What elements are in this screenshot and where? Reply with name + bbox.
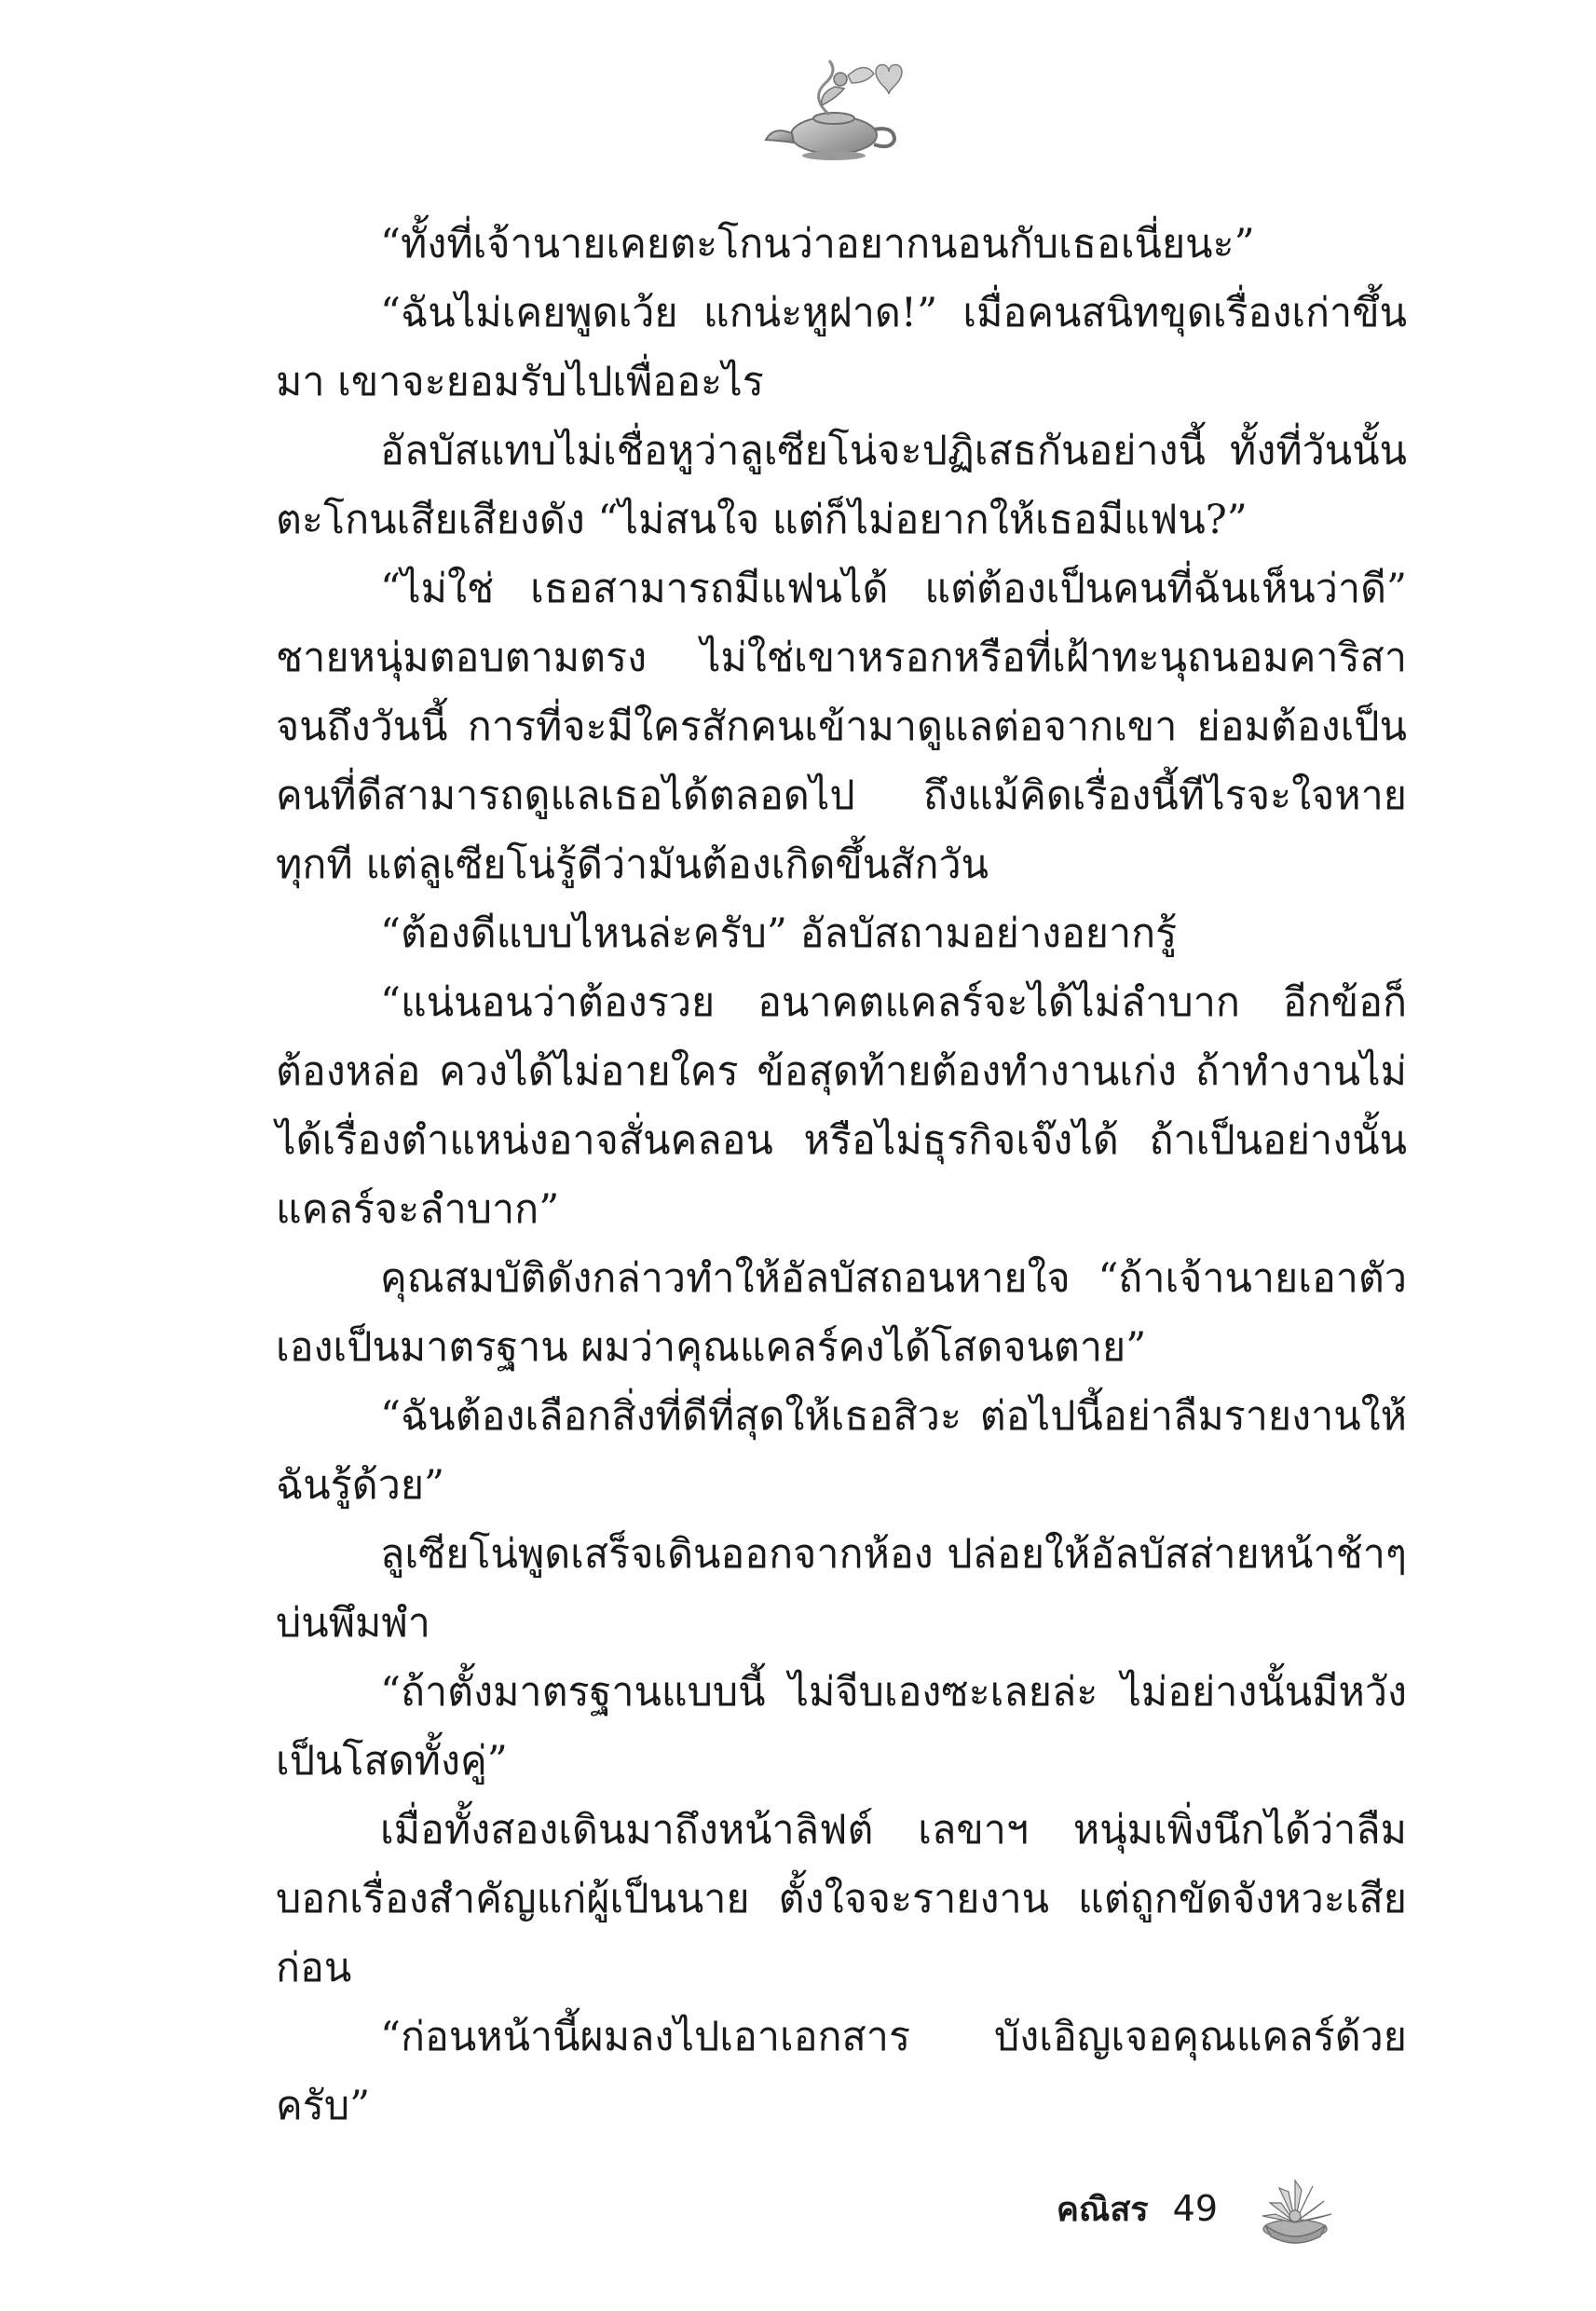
- paragraph: คุณสมบัติดังกล่าวทำให้อัลบัสถอนหายใจ “ถ้าเจ้านายเอาตัวเองเป็นมาตรฐาน ผมว่าคุณแคลร์คงได้โสดจนตาย”: [276, 1255, 1407, 1371]
- paragraph: เมื่อทั้งสองเดินมาถึงหน้าลิฟต์ เลขาฯ หนุ่มเพิ่งนึกได้ว่าลืมบอกเรื่องสำคัญแก่ผู้เป็นนาย ตั้งใจจะรายงาน แต่ถูกขัดจังหวะเสียก่อน: [276, 1807, 1407, 1991]
- paragraph: “ต้องดีแบบไหนล่ะครับ” อัลบัสถามอย่างอยากรู้: [380, 910, 1178, 957]
- paragraph: “ก่อนหน้านี้ผมลงไปเอาเอกสาร บังเอิญเจอคุณแคลร์ด้วยครับ”: [276, 2014, 1407, 2129]
- teapot-cupid-ornament-icon: [755, 51, 913, 163]
- paragraph: “ไม่ใช่ เธอสามารถมีแฟนได้ แต่ต้องเป็นคนที่ฉันเห็นว่าดี” ชายหนุ่มตอบตามตรง ไม่ใช่เขาหรอกหรือที่เฝ้าทะนุถนอมคาริสาจนถึงวันนี้ การที่จะมีใครสักคนเข้ามาดูแลต่อจากเขา ย่อมต้องเป็นคนที่ดีสามารถดูแลเธอได้ตลอดไป ถึงแม้คิดเรื่องนี้ทีไรจะใจหายทุกที แต่ลูเซียโน่รู้ดีว่ามันต้องเกิดขึ้นสักวัน: [276, 566, 1407, 888]
- footer-author-title: คณิสร: [1056, 2190, 1149, 2229]
- paragraph: “ทั้งที่เจ้านายเคยตะโกนว่าอยากนอนกับเธอเนี่ยนะ”: [380, 221, 1255, 267]
- body-text: [276, 210, 1407, 2140]
- paragraph: ลูเซียโน่พูดเสร็จเดินออกจากห้อง ปล่อยให้อัลบัสส่ายหน้าช้าๆ บ่นพึมพำ: [276, 1531, 1407, 1647]
- paragraph: อัลบัสแทบไม่เชื่อหูว่าลูเซียโน่จะปฏิเสธกันอย่างนี้ ทั้งที่วันนั้นตะโกนเสียเสียงดัง “ไม่สนใจ แต่ก็ไม่อยากให้เธอมีแฟน?”: [276, 428, 1407, 543]
- flower-basket-ornament-icon: [1251, 2171, 1340, 2246]
- paragraph: “ฉันต้องเลือกสิ่งที่ดีที่สุดให้เธอสิวะ ต่อไปนี้อย่าลืมรายงานให้ฉันรู้ด้วย”: [276, 1393, 1407, 1509]
- paragraph: “แน่นอนว่าต้องรวย อนาคตแคลร์จะได้ไม่ลำบาก อีกข้อก็ต้องหล่อ ควงได้ไม่อายใคร ข้อสุดท้ายต้องทำงานเก่ง ถ้าทำงานไม่ได้เรื่องตำแหน่งอาจสั่นคลอน หรือไม่ธุรกิจเจ๊งได้ ถ้าเป็นอย่างนั้นแคลร์จะลำบาก”: [276, 979, 1407, 1233]
- paragraph: “ฉันไม่เคยพูดเว้ย แกน่ะหูฝาด!” เมื่อคนสนิทขุดเรื่องเก่าขึ้นมา เขาจะยอมรับไปเพื่ออะไร: [276, 290, 1407, 405]
- page-number: 49: [1172, 2188, 1218, 2229]
- paragraph: “ถ้าตั้งมาตรฐานแบบนี้ ไม่จีบเองซะเลยล่ะ ไม่อย่างนั้นมีหวังเป็นโสดทั้งคู่”: [276, 1669, 1407, 1785]
- page-footer: [1057, 2171, 1340, 2246]
